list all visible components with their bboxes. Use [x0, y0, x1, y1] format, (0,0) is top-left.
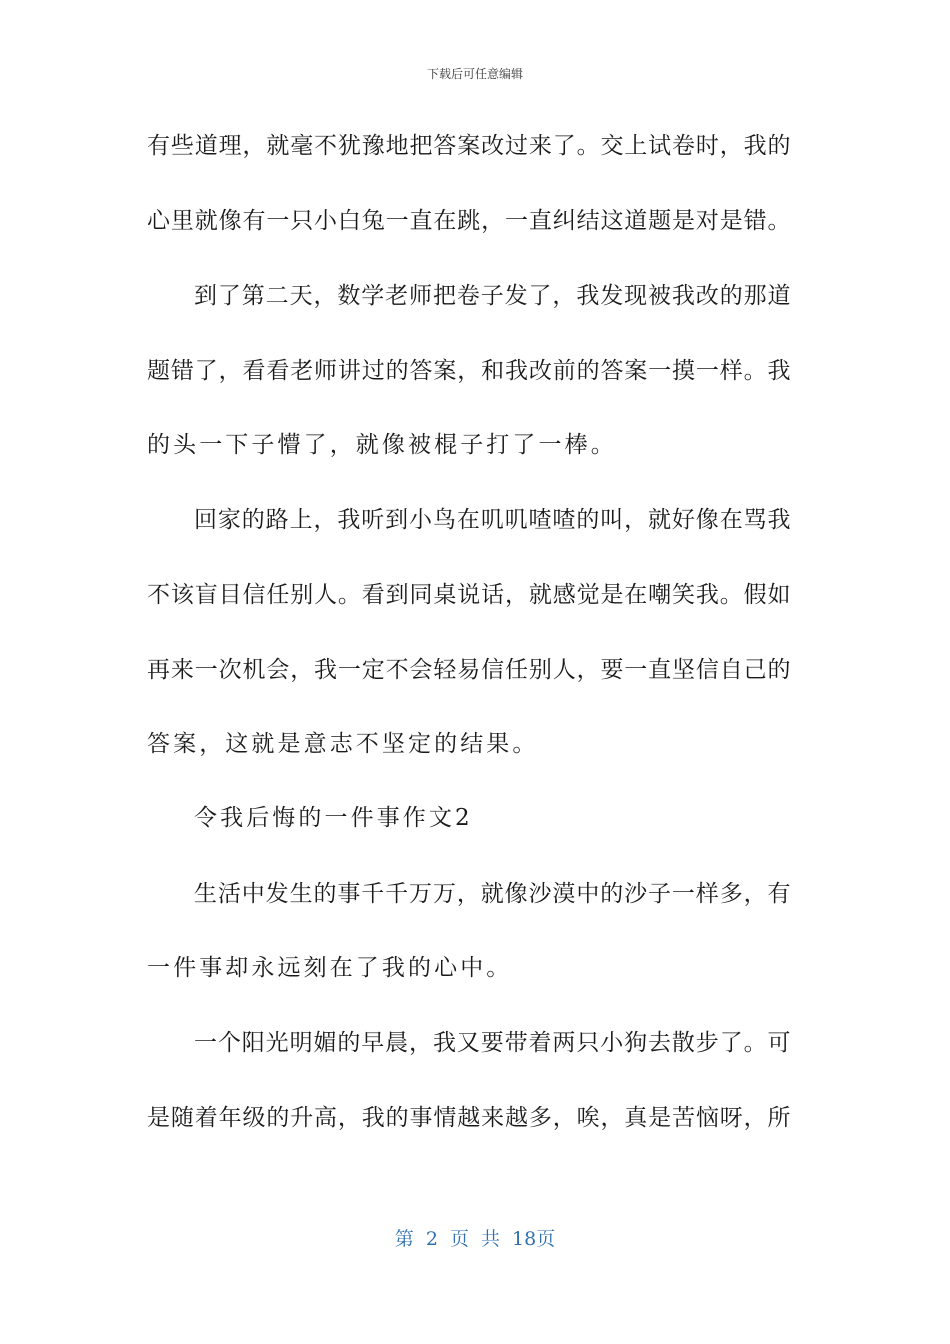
page-header: 下载后可任意编辑 [426, 67, 523, 81]
page-number-footer: 第 2 页 共 18页 [394, 1228, 556, 1250]
paragraph-start-line: 一个阳光明媚的早晨，我又要带着两只小狗去散步了。可 [194, 1030, 791, 1056]
text-line: 有些道理，就毫不犹豫地把答案改过来了。交上试卷时，我的 [147, 133, 791, 159]
paragraph-start-line: 生活中发生的事千千万万，就像沙漠中的沙子一样多，有 [194, 881, 791, 907]
paragraph-end-line: 的头一下子懵了，就像被棍子打了一棒。 [147, 432, 617, 458]
paragraph-end-line: 答案，这就是意志不坚定的结果。 [147, 731, 539, 757]
paragraph-end-line: 一件事却永远刻在了我的心中。 [147, 955, 513, 981]
text-line: 题错了，看看老师讲过的答案，和我改前的答案一摸一样。我 [147, 358, 791, 384]
paragraph-start-line: 到了第二天，数学老师把卷子发了，我发现被我改的那道 [194, 283, 791, 309]
text-line: 是随着年级的升高，我的事情越来越多，唉，真是苦恼呀，所 [147, 1105, 791, 1131]
text-line: 再来一次机会，我一定不会轻易信任别人，要一直坚信自己的 [147, 657, 791, 683]
text-line: 心里就像有一只小白兔一直在跳，一直纠结这道题是对是错。 [147, 208, 791, 234]
essay-title: 令我后悔的一件事作文2 [194, 805, 473, 831]
paragraph-start-line: 回家的路上，我听到小鸟在叽叽喳喳的叫，就好像在骂我 [194, 507, 791, 533]
text-line: 不该盲目信任别人。看到同桌说话，就感觉是在嘲笑我。假如 [147, 582, 791, 608]
